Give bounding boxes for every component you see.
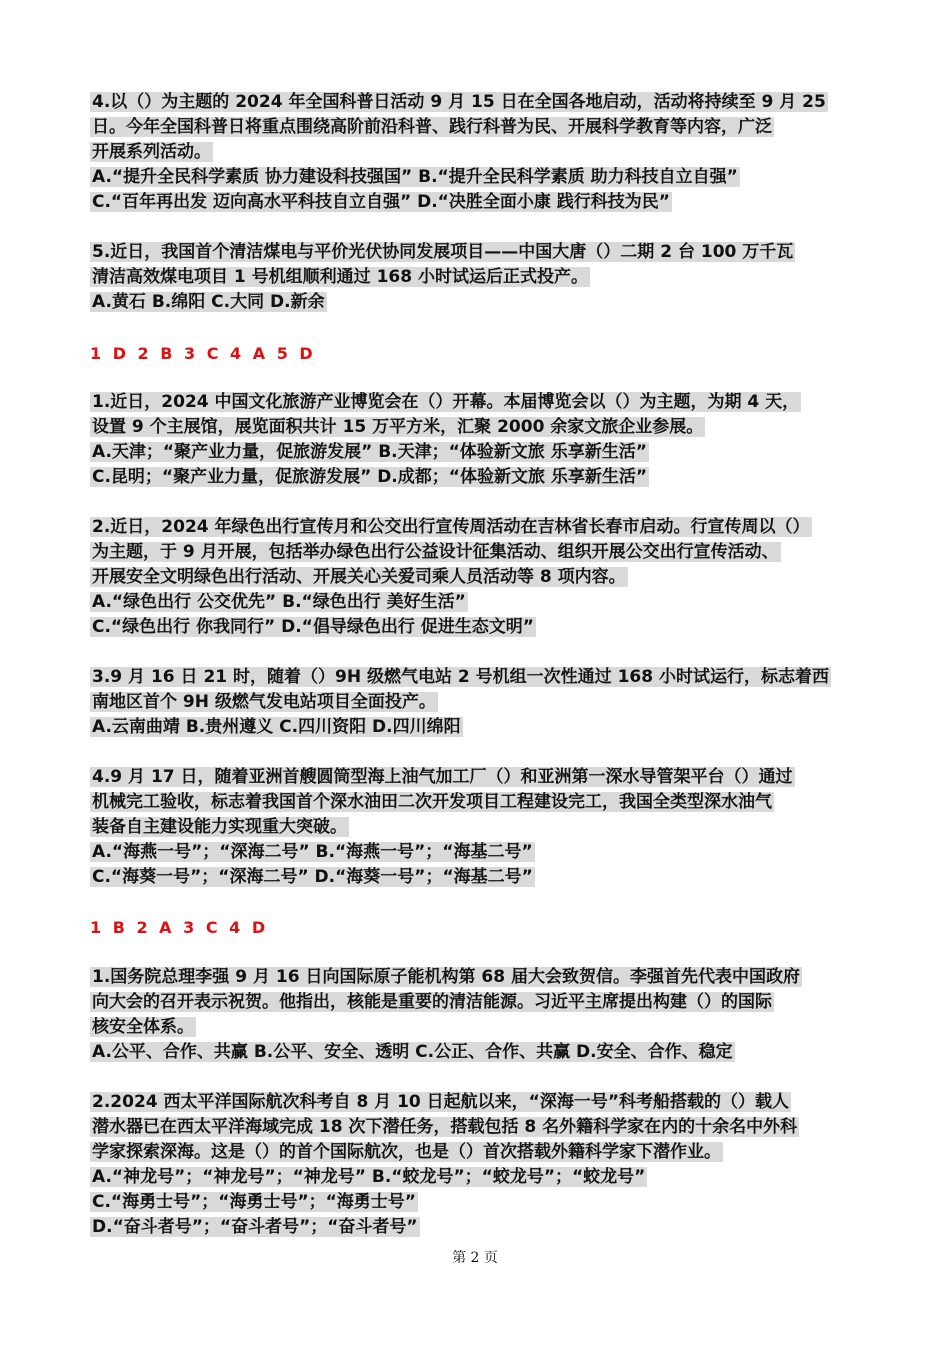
options-line: C.昆明；“聚产业力量，促旅游发展” D.成都；“体验新文旅 乐享新生活” [92,467,648,487]
question-line: 1.国务院总理李强 9 月 16 日向国际原子能机构第 68 届大会致贺信。李强首先代表中国政府 [92,967,800,987]
options-line: A.“海燕一号”；“深海二号” B.“海燕一号”；“海基二号” [92,842,533,862]
question-line: 开展安全文明绿色出行活动、开展关心关爱司乘人员活动等 8 项内容。 [92,567,626,587]
question-2 [90,515,870,640]
options-line: C.“海勇士号”；“海勇士号”；“海勇士号” [92,1192,416,1212]
question-line: 1.近日，2024 中国文化旅游产业博览会在（）开幕。本届博览会以（）为主题，为期 4 天， [92,392,800,412]
question-line: 2.近日，2024 年绿色出行宣传月和公交出行宣传周活动在吉林省长春市启动。行宣传周以（） [92,517,810,537]
options-line: A.黄石 B.绵阳 C.大同 D.新余 [92,292,325,312]
question-line: 清洁高效煤电项目 1 号机组顺利通过 168 小时试运后正式投产。 [92,267,588,287]
question-line: 为主题，于 9 月开展，包括举办绿色出行公益设计征集活动、组织开展公交出行宣传活动、 [92,542,779,562]
question-line: 机械完工验收，标志着我国首个深水油田二次开发项目工程建设完工，我国全类型深水油气 [92,792,772,812]
question-line: 5.近日，我国首个清洁煤电与平价光伏协同发展项目——中国大唐（）二期 2 台 100 万千瓦 [92,242,794,262]
question-2b [90,1090,870,1240]
question-1 [90,390,870,490]
options-line: A.“神龙号”；“神龙号”；“神龙号” B.“蛟龙号”；“蛟龙号”；“蛟龙号” [92,1167,646,1187]
question-line: 2.2024 西太平洋国际航次科考自 8 月 10 日起航以来，“深海一号”科考船搭载的（）载人 [92,1092,790,1112]
question-line: 设置 9 个主展馆，展览面积共计 15 万平方米，汇聚 2000 余家文旅企业参展。 [92,417,704,437]
page-number: 第 2 页 [452,1250,498,1266]
options-line: C.“绿色出行 你我同行” D.“倡导绿色出行 促进生态文明” [92,617,534,637]
options-line: A.公平、合作、共赢 B.公平、安全、透明 C.公正、合作、共赢 D.安全、合作、稳定 [92,1042,733,1062]
options-line: D.“奋斗者号”；“奋斗者号”；“奋斗者号” [92,1217,418,1237]
question-4b [90,765,870,890]
options-line: C.“海葵一号”；“深海二号” D.“海葵一号”；“海基二号” [92,867,533,887]
question-line: 开展系列活动。 [92,142,211,162]
answer-key-2: 1 B 2 A 3 C 4 D [90,918,269,937]
question-line: 4.9 月 17 日，随着亚洲首艘圆筒型海上油气加工厂（）和亚洲第一深水导管架平台（）通过 [92,767,793,787]
question-line: 南地区首个 9H 级燃气发电站项目全面投产。 [92,692,436,712]
question-line: 核安全体系。 [92,1017,194,1037]
question-1b [90,965,870,1065]
question-line: 装备自主建设能力实现重大突破。 [92,817,347,837]
question-line: 日。今年全国科普日将重点围绕高阶前沿科普、践行科普为民、开展科学教育等内容，广泛 [92,117,772,137]
options-line: C.“百年再出发 迈向高水平科技自立自强” D.“决胜全面小康 践行科技为民” [92,192,670,212]
question-line: 3.9 月 16 日 21 时，随着（）9H 级燃气电站 2 号机组一次性通过 168 小时试运行，标志着西 [92,667,829,687]
options-line: A.云南曲靖 B.贵州遵义 C.四川资阳 D.四川绵阳 [92,717,461,737]
options-line: A.天津；“聚产业力量，促旅游发展” B.天津；“体验新文旅 乐享新生活” [92,442,647,462]
question-line: 潜水器已在西太平洋海域完成 18 次下潜任务，搭载包括 8 名外籍科学家在内的十余名中外科 [92,1117,798,1137]
question-4 [90,90,870,215]
question-line: 学家探索深海。这是（）的首个国际航次，也是（）首次搭载外籍科学家下潜作业。 [92,1142,721,1162]
question-3 [90,665,870,740]
question-5 [90,240,870,315]
options-line: A.“绿色出行 公交优先” B.“绿色出行 美好生活” [92,592,466,612]
question-line: 向大会的召开表示祝贺。他指出，核能是重要的清洁能源。习近平主席提出构建（）的国际 [92,992,772,1012]
options-line: A.“提升全民科学素质 协力建设科技强国” B.“提升全民科学素质 助力科技自立自强” [92,167,738,187]
question-line: 4.以（）为主题的 2024 年全国科普日活动 9 月 15 日在全国各地启动，活动将持续至 9 月 25 [92,92,826,112]
answer-key-1: 1 D 2 B 3 C 4 A 5 D [90,344,316,363]
